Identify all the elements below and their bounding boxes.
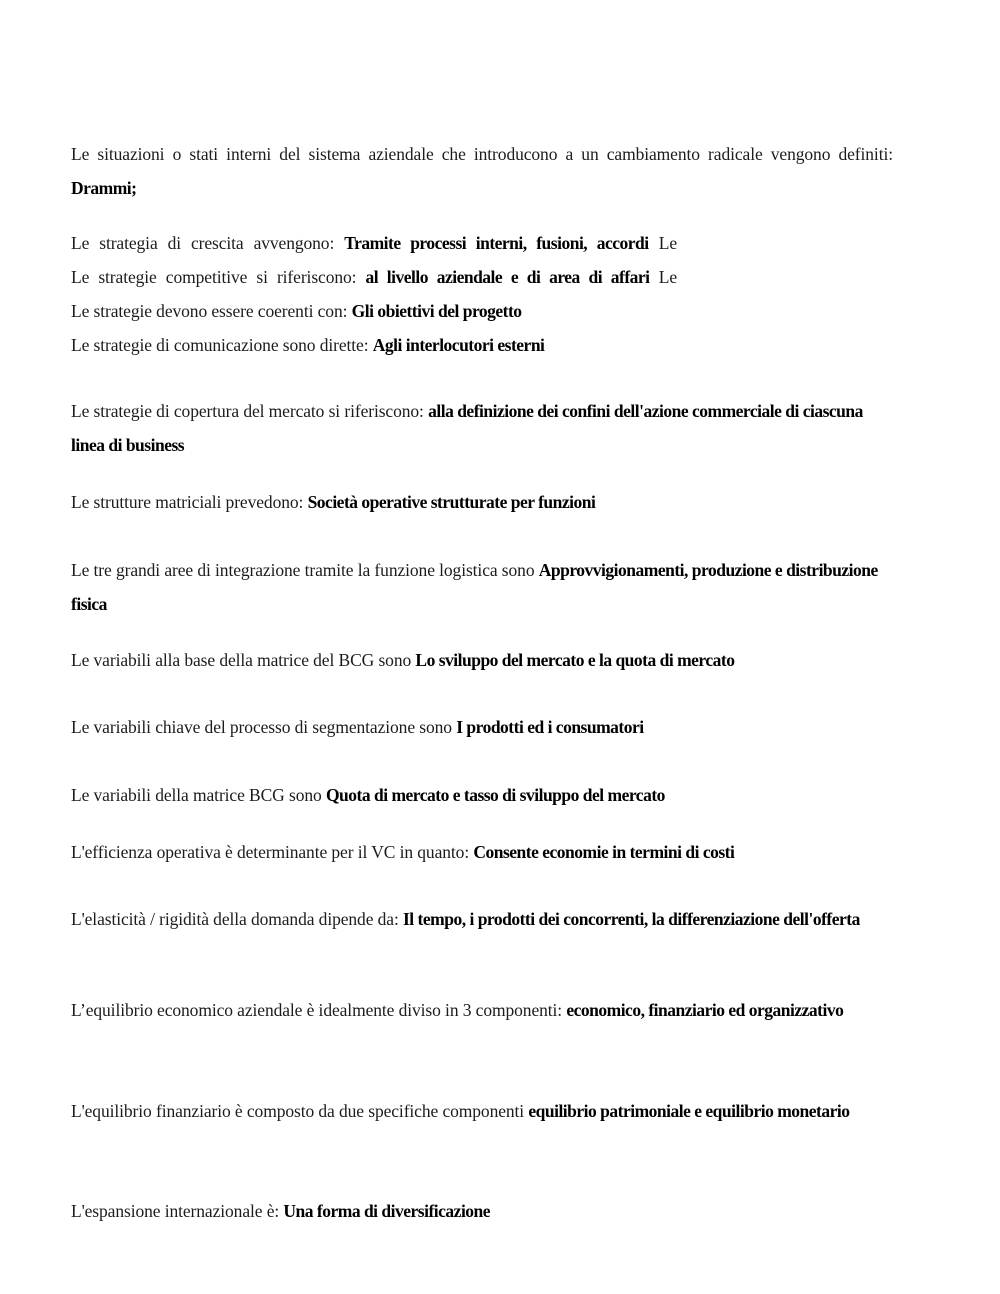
answer-text: equilibrio patrimoniale e equilibrio monetario [528, 1101, 850, 1121]
qa-item-11 [71, 778, 893, 812]
answer-text: I prodotti ed i consumatori [456, 717, 644, 737]
question-text: Le strategie di copertura del mercato si riferiscono: [71, 401, 429, 421]
question-text: Le strategie devono essere coerenti con: [71, 301, 352, 321]
answer-text: Approvvigionamenti, produzione e distribuzione fisica [71, 560, 878, 614]
wrapped-word: Le [658, 233, 677, 253]
question-text: Le situazioni o stati interni del sistema aziendale che introducono a un cambiamento radicale vengono definiti: [71, 144, 893, 164]
qa-item-1 [71, 137, 893, 205]
answer-text: Società operative strutturate per funzioni [307, 492, 596, 512]
answer-text: Gli obiettivi del progetto [351, 301, 522, 321]
question-text: Le variabili chiave del processo di segmentazione sono [71, 717, 457, 737]
answer-text: Una forma di diversificazione [283, 1201, 491, 1221]
qa-item-9 [71, 643, 893, 677]
question-text: L’equilibrio economico aziendale è idealmente diviso in 3 componenti: [71, 1000, 567, 1020]
qa-item-3 [71, 260, 677, 294]
question-text: Le tre grandi aree di integrazione tramite la funzione logistica sono [71, 560, 539, 580]
qa-item-2 [71, 226, 677, 260]
question-text: Le variabili della matrice BCG sono [71, 785, 326, 805]
qa-item-16 [71, 1194, 893, 1228]
question-text: L'efficienza operativa è determinante per il VC in quanto: [71, 842, 474, 862]
answer-text: Agli interlocutori esterni [372, 335, 545, 355]
qa-item-7 [71, 485, 893, 519]
question-text: Le strutture matriciali prevedono: [71, 492, 308, 512]
qa-item-15 [71, 1094, 871, 1128]
qa-block-strategies [71, 226, 711, 362]
question-text: L'equilibrio finanziario è composto da due specifiche componenti [71, 1101, 529, 1121]
qa-item-6 [71, 394, 893, 462]
question-text: Le strategie di comunicazione sono dirette: [71, 335, 373, 355]
question-text: Le variabili alla base della matrice del BCG sono [71, 650, 416, 670]
answer-text: Drammi; [71, 178, 137, 198]
qa-item-5 [71, 328, 711, 362]
answer-text: Quota di mercato e tasso di sviluppo del mercato [325, 785, 665, 805]
answer-text: Il tempo, i prodotti dei concorrenti, la differenziazione dell'offerta [403, 909, 860, 929]
answer-text: Consente economie in termini di costi [473, 842, 735, 862]
answer-text: Tramite processi interni, fusioni, accordi [344, 233, 649, 253]
qa-item-8 [71, 553, 893, 621]
wrapped-word: Le [658, 267, 678, 287]
question-text: Le strategia di crescita avvengono: [71, 233, 345, 253]
answer-text: economico, finanziario ed organizzativo [566, 1000, 844, 1020]
qa-item-14 [71, 993, 893, 1027]
answer-text: Lo sviluppo del mercato e la quota di mercato [415, 650, 735, 670]
qa-item-13 [71, 902, 893, 936]
qa-item-4 [71, 294, 711, 328]
answer-text: al livello aziendale e di area di affari [365, 267, 650, 287]
qa-item-10 [71, 710, 893, 744]
question-text: L'espansione internazionale è: [71, 1201, 284, 1221]
answer-text: alla definizione dei confini dell'azione commerciale di ciascuna linea di business [71, 401, 863, 455]
qa-item-12 [71, 835, 893, 869]
question-text: Le strategie competitive si riferiscono: [71, 267, 366, 287]
question-text: L'elasticità / rigidità della domanda dipende da: [71, 909, 403, 929]
